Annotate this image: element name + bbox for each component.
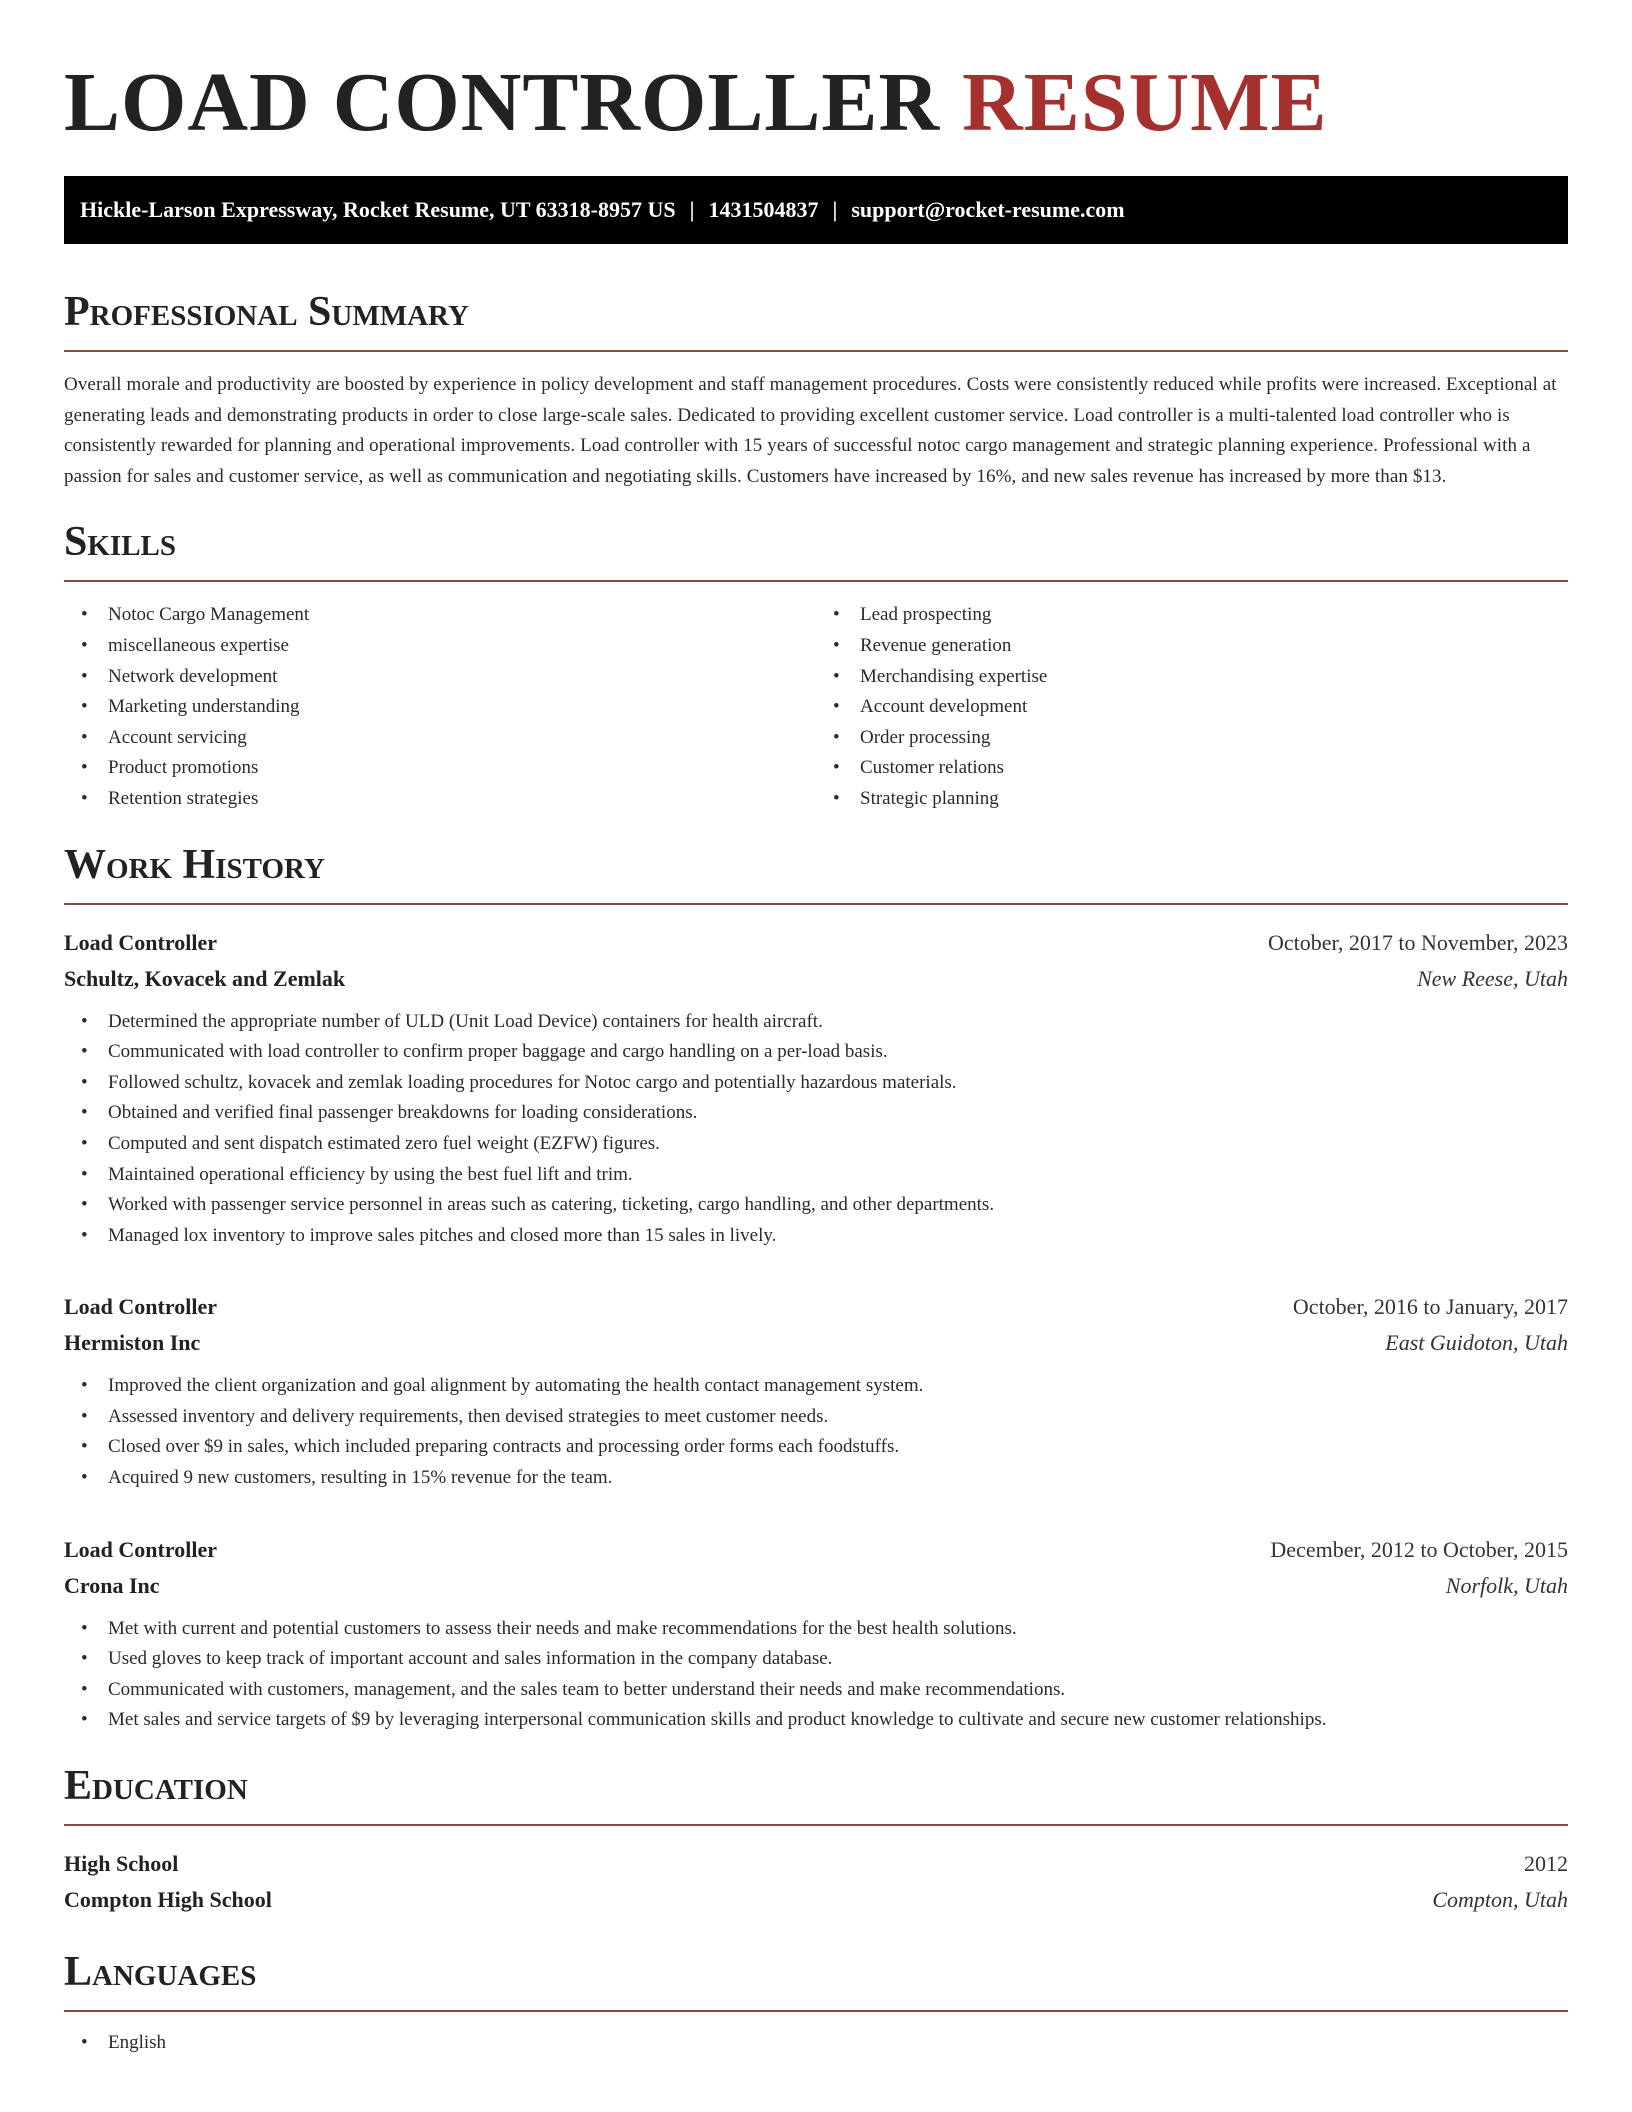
contact-address: Hickle-Larson Expressway, Rocket Resume, UT 63318-8957 US bbox=[80, 197, 676, 222]
work-history-section bbox=[64, 841, 1568, 1737]
job-position: Load Controller bbox=[64, 1294, 217, 1320]
job-location: New Reese, Utah bbox=[1417, 965, 1568, 991]
contact-separator: | bbox=[689, 197, 695, 222]
job-company: Hermiston Inc bbox=[64, 1330, 201, 1356]
section-divider bbox=[64, 2010, 1568, 2012]
languages-heading: Languages bbox=[64, 1949, 257, 1996]
job-bullet: • Maintained operational efficiency by using the best fuel lift and trim. bbox=[108, 1160, 1568, 1191]
section-divider bbox=[64, 350, 1568, 352]
skill-item: • Account development bbox=[860, 692, 1568, 723]
title-accent: RESUME bbox=[962, 56, 1328, 149]
job-bullet: • Improved the client organization and goal alignment by automating the health contact management system. bbox=[108, 1371, 1568, 1402]
job-bullet: • Computed and sent dispatch estimated zero fuel weight (EZFW) figures. bbox=[108, 1129, 1568, 1160]
section-divider bbox=[64, 903, 1568, 905]
languages-section bbox=[64, 1948, 1568, 2059]
education-degree: High School bbox=[64, 1851, 179, 1877]
resume-title bbox=[64, 0, 1568, 148]
job-bullet: • Obtained and verified final passenger breakdowns for loading considerations. bbox=[108, 1098, 1568, 1129]
job-company: Schultz, Kovacek and Zemlak bbox=[64, 965, 346, 991]
summary-heading: Professional Summary bbox=[64, 289, 469, 335]
skills-columns bbox=[64, 600, 1568, 814]
education-location: Compton, Utah bbox=[1432, 1887, 1568, 1913]
job-header-row bbox=[64, 925, 1568, 961]
contact-email: support@rocket-resume.com bbox=[851, 197, 1125, 222]
skill-item: • Revenue generation bbox=[860, 631, 1568, 662]
skill-item: • Retention strategies bbox=[108, 784, 816, 815]
job-bullet: • Determined the appropriate number of ULD (Unit Load Device) containers for health aircraft. bbox=[108, 1007, 1568, 1038]
languages-list bbox=[64, 2028, 1568, 2059]
job-bullet: • Communicated with customers, management, and the sales team to better understand their needs and make recommendations. bbox=[108, 1675, 1568, 1706]
skill-item: • miscellaneous expertise bbox=[108, 631, 816, 662]
job-bullet: • Met sales and service targets of $9 by leveraging interpersonal communication skills and product knowledge to cultivate and secure new customer relationships. bbox=[108, 1705, 1568, 1736]
skill-item: • Merchandising expertise bbox=[860, 662, 1568, 693]
job-dates: December, 2012 to October, 2015 bbox=[1270, 1536, 1568, 1562]
job-bullet: • Used gloves to keep track of important account and sales information in the company database. bbox=[108, 1644, 1568, 1675]
skill-item: • Lead prospecting bbox=[860, 600, 1568, 631]
job-header-row bbox=[64, 1289, 1568, 1325]
education-heading: Education bbox=[64, 1763, 248, 1810]
skills-list-right bbox=[816, 600, 1568, 814]
job-dates: October, 2016 to January, 2017 bbox=[1292, 1294, 1568, 1320]
job-bullets bbox=[64, 1371, 1568, 1493]
education-entry bbox=[64, 1846, 1568, 1918]
job-company-row bbox=[64, 961, 1568, 997]
skill-item: • Customer relations bbox=[860, 753, 1568, 784]
job-bullet: • Followed schultz, kovacek and zemlak loading procedures for Notoc cargo and potentially hazardous materials. bbox=[108, 1068, 1568, 1099]
title-main: LOAD CONTROLLER bbox=[64, 56, 941, 149]
skill-item: • Product promotions bbox=[108, 753, 816, 784]
education-header-row bbox=[64, 1846, 1568, 1882]
education-school: Compton High School bbox=[64, 1887, 272, 1913]
job-bullet: • Assessed inventory and delivery requirements, then devised strategies to meet customer needs. bbox=[108, 1402, 1568, 1433]
job-entry bbox=[64, 925, 1568, 1252]
section-divider bbox=[64, 1824, 1568, 1826]
work-history-heading: Work History bbox=[64, 841, 325, 888]
job-company: Crona Inc bbox=[64, 1572, 160, 1598]
skills-list-left bbox=[64, 600, 816, 814]
job-position: Load Controller bbox=[64, 1536, 217, 1562]
skill-item: • Marketing understanding bbox=[108, 692, 816, 723]
job-entry bbox=[64, 1532, 1568, 1736]
skill-item: • Strategic planning bbox=[860, 784, 1568, 815]
job-bullet: • Met with current and potential customers to assess their needs and make recommendations for the best health solutions. bbox=[108, 1614, 1568, 1645]
job-company-row bbox=[64, 1568, 1568, 1604]
job-bullet: • Closed over $9 in sales, which included preparing contracts and processing order forms each foodstuffs. bbox=[108, 1432, 1568, 1463]
job-location: Norfolk, Utah bbox=[1445, 1572, 1568, 1598]
skills-heading: Skills bbox=[64, 519, 177, 566]
language-item: • English bbox=[108, 2028, 1568, 2059]
contact-separator: | bbox=[832, 197, 838, 222]
job-bullet: • Worked with passenger service personnel in areas such as catering, ticketing, cargo handling, and other departments. bbox=[108, 1190, 1568, 1221]
education-year: 2012 bbox=[1524, 1851, 1568, 1877]
skill-item: • Notoc Cargo Management bbox=[108, 600, 816, 631]
contact-phone: 1431504837 bbox=[708, 197, 819, 222]
job-entry bbox=[64, 1289, 1568, 1493]
education-section bbox=[64, 1762, 1568, 1918]
contact-bar bbox=[64, 176, 1568, 244]
job-header-row bbox=[64, 1532, 1568, 1568]
job-company-row bbox=[64, 1325, 1568, 1361]
skill-item: • Order processing bbox=[860, 723, 1568, 754]
job-bullet: • Managed lox inventory to improve sales pitches and closed more than 15 sales in lively. bbox=[108, 1221, 1568, 1252]
skills-section bbox=[64, 518, 1568, 814]
summary-section bbox=[64, 288, 1568, 492]
section-divider bbox=[64, 580, 1568, 582]
skill-item: • Network development bbox=[108, 662, 816, 693]
job-position: Load Controller bbox=[64, 929, 217, 955]
job-location: East Guidoton, Utah bbox=[1385, 1330, 1568, 1356]
summary-text: Overall morale and productivity are boosted by experience in policy development and staff management procedures. Costs were consistently reduced while profits were increased. Exceptional at generating leads and demonstrating products in order to close large-scale sales. Dedicated to providing excellent customer service. Load controller is a multi-talented load controller who is consistently rewarded for planning and operational improvements. Load controller with 15 years of successful notoc cargo management and strategic planning experience. Professional with a passion for sales and customer service, as well as communication and negotiating skills. Customers have increased by 16%, and new sales revenue has increased by more than $13. bbox=[64, 374, 1557, 487]
skill-item: • Account servicing bbox=[108, 723, 816, 754]
education-school-row bbox=[64, 1882, 1568, 1918]
job-bullets bbox=[64, 1007, 1568, 1252]
job-bullet: • Acquired 9 new customers, resulting in 15% revenue for the team. bbox=[108, 1463, 1568, 1494]
job-bullet: • Communicated with load controller to confirm proper baggage and cargo handling on a per-load basis. bbox=[108, 1037, 1568, 1068]
job-dates: October, 2017 to November, 2023 bbox=[1267, 929, 1568, 955]
job-bullets bbox=[64, 1614, 1568, 1736]
